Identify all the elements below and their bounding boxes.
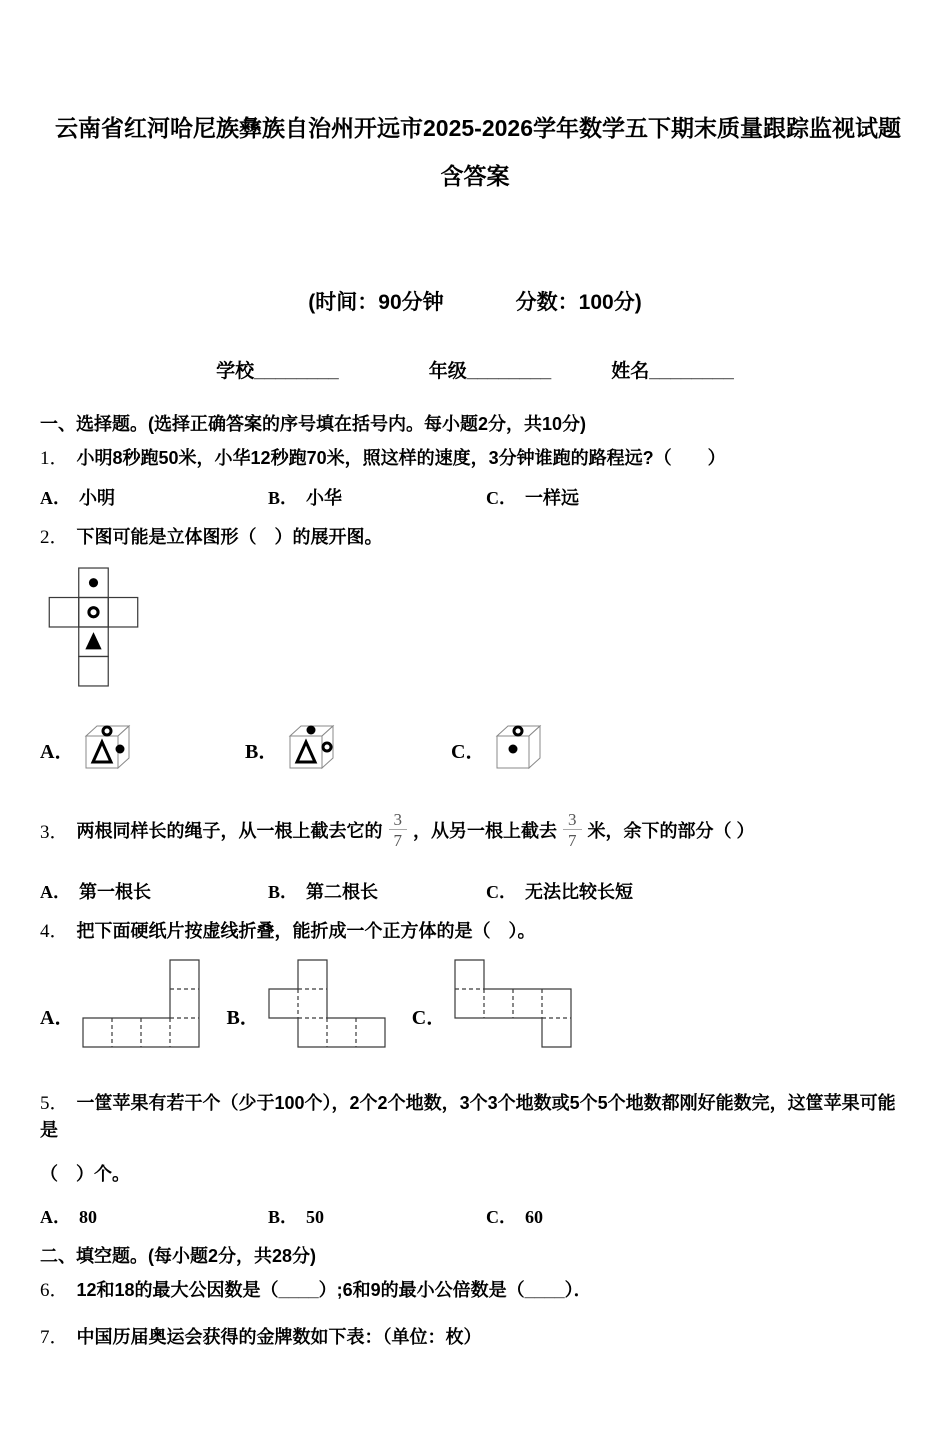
question-1-options [40,484,905,510]
q5-option-c [486,1203,543,1229]
q3-option-c [486,878,633,904]
question-2-text: 下图可能是立体图形（ ）的展开图。 [76,527,383,548]
q3-option-a-label: A． [40,882,71,903]
q2-option-c-label: C． [451,741,486,764]
hollow-circle-icon [103,727,111,735]
question-2 [40,524,905,551]
cube-net-diagram [48,567,140,688]
q5-option-b [268,1203,486,1229]
time-label: (时间：90分钟 [308,291,444,315]
question-5-options [40,1203,905,1229]
section-2-heading: 二、填空题。(每小题2分，共28分) [40,1246,317,1267]
name-blank-field: 姓名________ [611,361,734,383]
q3-option-c-text: 无法比较长短 [525,882,633,903]
question-5 [40,1090,905,1143]
question-5-number: 5． [40,1093,69,1115]
question-3-text-after: 米，余下的部分（ ） [587,821,755,842]
question-3-text-before: 两根同样长的绳子，从一根上截去它的 [76,821,383,842]
q3-option-a-text: 第一根长 [79,882,151,903]
net-cell-bottom [79,657,108,686]
question-7 [40,1324,905,1351]
question-4-options [40,959,905,1050]
time-score-row [0,286,950,316]
q4-option-c [412,959,574,1050]
net-b-icon [268,959,388,1050]
net-cell-left [49,598,78,627]
hollow-circle-icon [514,727,522,735]
question-6-number: 6． [40,1280,69,1302]
filled-triangle-icon [85,632,101,649]
grade-blank-field: 年级________ [428,361,552,383]
page-subtitle: 含答案 [440,163,510,190]
q2-option-a [40,722,245,774]
question-7-text: 中国历届奥运会获得的金牌数如下表：（单位：枚） [76,1327,482,1348]
q2-option-b-label: B． [245,741,279,764]
q5-option-c-text: 60 [525,1207,543,1228]
cube-b-icon [284,722,342,774]
q4-option-c-label: C． [411,1007,447,1030]
fraction-three-sevenths [389,810,408,851]
q1-option-c-label: C． [486,488,517,509]
question-6-text: 12和18的最大公因数是（____）;6和9的最小公倍数是（____）． [76,1280,592,1301]
net-a-icon [82,959,202,1050]
question-4-number: 4． [40,921,69,943]
q2-option-a-label: A． [40,741,75,764]
q1-option-a-label: A． [40,488,71,509]
question-4-text: 把下面硬纸片按虚线折叠，能折成一个正方体的是（ ）。 [76,921,536,942]
q3-option-b-label: B． [268,882,299,903]
q1-option-a [40,484,268,510]
q5-option-a [40,1203,268,1229]
question-2-options [40,722,905,774]
q4-option-b [226,959,387,1050]
cube-a-icon [80,722,138,774]
q3-option-a [40,878,268,904]
question-5-text-line2: （ ）个。 [40,1164,130,1185]
q1-option-b [268,484,486,510]
student-fields-row [0,356,950,383]
q3-option-c-label: C． [486,882,517,903]
filled-circle-icon [89,579,98,588]
fraction-three-sevenths [563,810,582,851]
q5-option-a-label: A． [40,1207,71,1228]
filled-circle-icon [307,726,316,735]
question-1-text: 小明8秒跑50米，小华12秒跑70米，照这样的速度，3分钟谁跑的路程远?（ ） [76,448,726,469]
fraction-numerator: 3 [568,809,577,829]
q5-option-b-label: B． [268,1207,299,1228]
question-2-number: 2． [40,527,69,549]
q5-option-b-text: 50 [306,1207,325,1228]
question-3-text-middle: ，从另一根上截去 [413,821,558,842]
page-title: 云南省红河哈尼族彝族自治州开远市2025-2026学年数学五下期末质量跟踪监视试题 [55,115,901,141]
q3-option-b-text: 第二根长 [306,882,379,903]
q1-option-c [486,484,579,510]
school-blank-field: 学校________ [216,361,339,383]
question-1 [40,445,905,472]
q1-option-a-text: 小明 [79,488,115,509]
section-1-heading: 一、选择题。(选择正确答案的序号填在括号内。每小题2分，共10分) [40,414,587,435]
q1-option-b-text: 小华 [306,488,343,509]
score-label: 分数：100分) [515,291,642,315]
cube-c-icon [491,722,549,774]
filled-circle-icon [509,745,518,754]
question-5-text-line1: 一筐苹果有若干个（少于100个），2个2个地数，3个3个地数或5个5个地数都刚好能数完，这筐苹果可能是 [40,1093,896,1141]
question-3-number: 3． [40,821,69,843]
fraction-denominator: 7 [389,829,408,851]
q2-option-b [245,722,451,774]
q1-option-b-label: B． [268,488,299,509]
question-3-options [40,878,905,904]
question-4 [40,918,905,945]
fraction-denominator: 7 [563,829,582,851]
net-c-icon [454,959,574,1050]
q4-option-a-label: A． [40,1007,75,1030]
hollow-circle-icon [323,743,331,751]
q4-option-a [40,959,202,1050]
q5-option-c-label: C． [486,1207,517,1228]
q2-option-c [451,722,549,774]
filled-circle-icon [116,745,125,754]
q3-option-b [268,878,486,904]
exam-paper-page [0,112,950,1351]
question-3 [40,798,905,862]
fraction-numerator: 3 [393,809,403,829]
net-cell-right [108,598,137,627]
q5-option-a-text: 80 [79,1207,97,1228]
question-6 [40,1277,905,1304]
q1-option-c-text: 一样远 [525,488,579,509]
hollow-circle-icon [89,608,98,617]
question-7-number: 7． [40,1327,69,1349]
q4-option-b-label: B． [226,1007,260,1030]
question-1-number: 1． [40,448,69,470]
exam-body [0,411,950,1351]
